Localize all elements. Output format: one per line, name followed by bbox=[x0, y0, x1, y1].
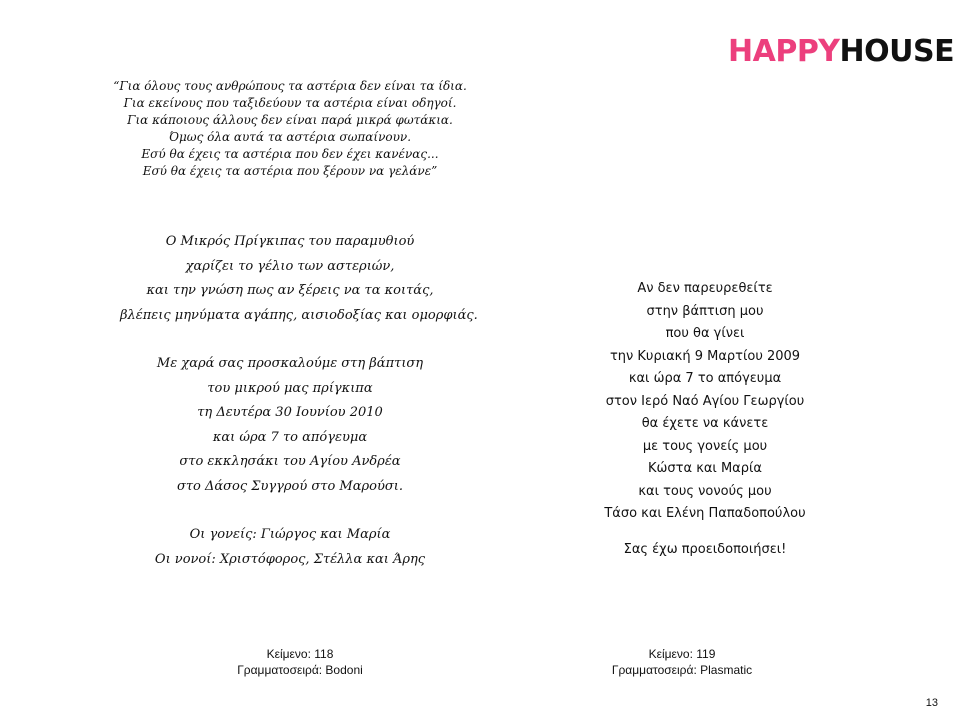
quote-line: Όμως όλα αυτά τα αστέρια σωπαίνουν. bbox=[168, 130, 412, 144]
quote-line: “Για όλους τους ανθρώπους τα αστέρια δεν είναι τα ίδια. bbox=[113, 79, 467, 93]
left-intro-block bbox=[120, 230, 478, 328]
text-line: στο Δάσος Συγγρού στο Μαρούσι. bbox=[176, 478, 404, 494]
quote-line: Εσύ θα έχεις τα αστέρια που ξέρουν να γελάνε” bbox=[142, 164, 438, 178]
quote-block bbox=[100, 78, 480, 180]
text-line: και την γνώση πως αν ξέρεις να τα κοιτάς, bbox=[146, 283, 434, 298]
logo-happy: HAPPY bbox=[728, 34, 840, 69]
text-line: με τους γονείς μου bbox=[642, 438, 768, 454]
text-line: του μικρού μας πρίγκιπα bbox=[207, 380, 373, 396]
text-line: Ο Μικρός Πρίγκιπας του παραμυθιού bbox=[165, 234, 415, 249]
left-signature-block bbox=[120, 523, 460, 572]
text-line: Οι νονοί: Χριστόφορος, Στέλλα και Άρης bbox=[154, 551, 426, 567]
text-line: και τους νονούς μου bbox=[638, 483, 772, 499]
text-line: Οι γονείς: Γιώργος και Μαρία bbox=[189, 527, 391, 542]
caption-left bbox=[150, 646, 450, 678]
caption-font-name: Γραμματοσειρά: Plasmatic bbox=[611, 663, 753, 677]
text-line: βλέπεις μηνύματα αγάπης, αισιοδοξίας και ομορφιάς. bbox=[120, 307, 478, 323]
happy-house-logo bbox=[728, 34, 955, 69]
text-line: Τάσο και Ελένη Παπαδοπούλου bbox=[604, 506, 806, 521]
quote-line: Για εκείνους που ταξιδεύουν τα αστέρια είναι οδηγοί. bbox=[123, 96, 457, 110]
caption-right bbox=[532, 646, 832, 678]
text-line: και ώρα 7 το απόγευμα bbox=[628, 371, 782, 386]
caption-text-number: Κείμενο: 118 bbox=[266, 647, 334, 661]
right-warning-note: Σας έχω προειδοποιήσει! bbox=[623, 542, 787, 557]
text-line: Αν δεν παρευρεθείτε bbox=[637, 281, 773, 296]
quote-line: Για κάποιους άλλους δεν είναι παρά μικρά φωτάκια. bbox=[127, 113, 453, 127]
text-line: Με χαρά σας προσκαλούμε στη βάπτιση bbox=[156, 356, 424, 371]
text-line: την Κυριακή 9 Μαρτίου 2009 bbox=[609, 348, 801, 364]
caption-font-name: Γραμματοσειρά: Bodoni bbox=[237, 663, 363, 677]
text-line: στο εκκλησάκι του Αγίου Ανδρέα bbox=[179, 454, 401, 469]
text-line: θα έχετε να κάνετε bbox=[641, 416, 769, 431]
text-line: χαρίζει το γέλιο των αστεριών, bbox=[185, 258, 395, 274]
quote-line: Εσύ θα έχεις τα αστέρια που δεν έχει κανένας... bbox=[141, 147, 439, 161]
left-invitation-block bbox=[120, 352, 460, 499]
text-line: στον Ιερό Ναό Αγίου Γεωργίου bbox=[605, 393, 805, 409]
caption-text-number: Κείμενο: 119 bbox=[648, 647, 716, 661]
text-line: και ώρα 7 το απόγευμα bbox=[212, 429, 368, 445]
page-number: 13 bbox=[925, 697, 938, 709]
text-line: τη Δευτέρα 30 Ιουνίου 2010 bbox=[197, 405, 383, 420]
logo-house: HOUSE bbox=[839, 34, 955, 69]
text-line: στην βάπτιση μου bbox=[646, 303, 764, 319]
right-invitation-block bbox=[540, 278, 870, 526]
text-line: που θα γίνει bbox=[665, 326, 745, 341]
text-line: Κώστα και Μαρία bbox=[648, 461, 762, 476]
